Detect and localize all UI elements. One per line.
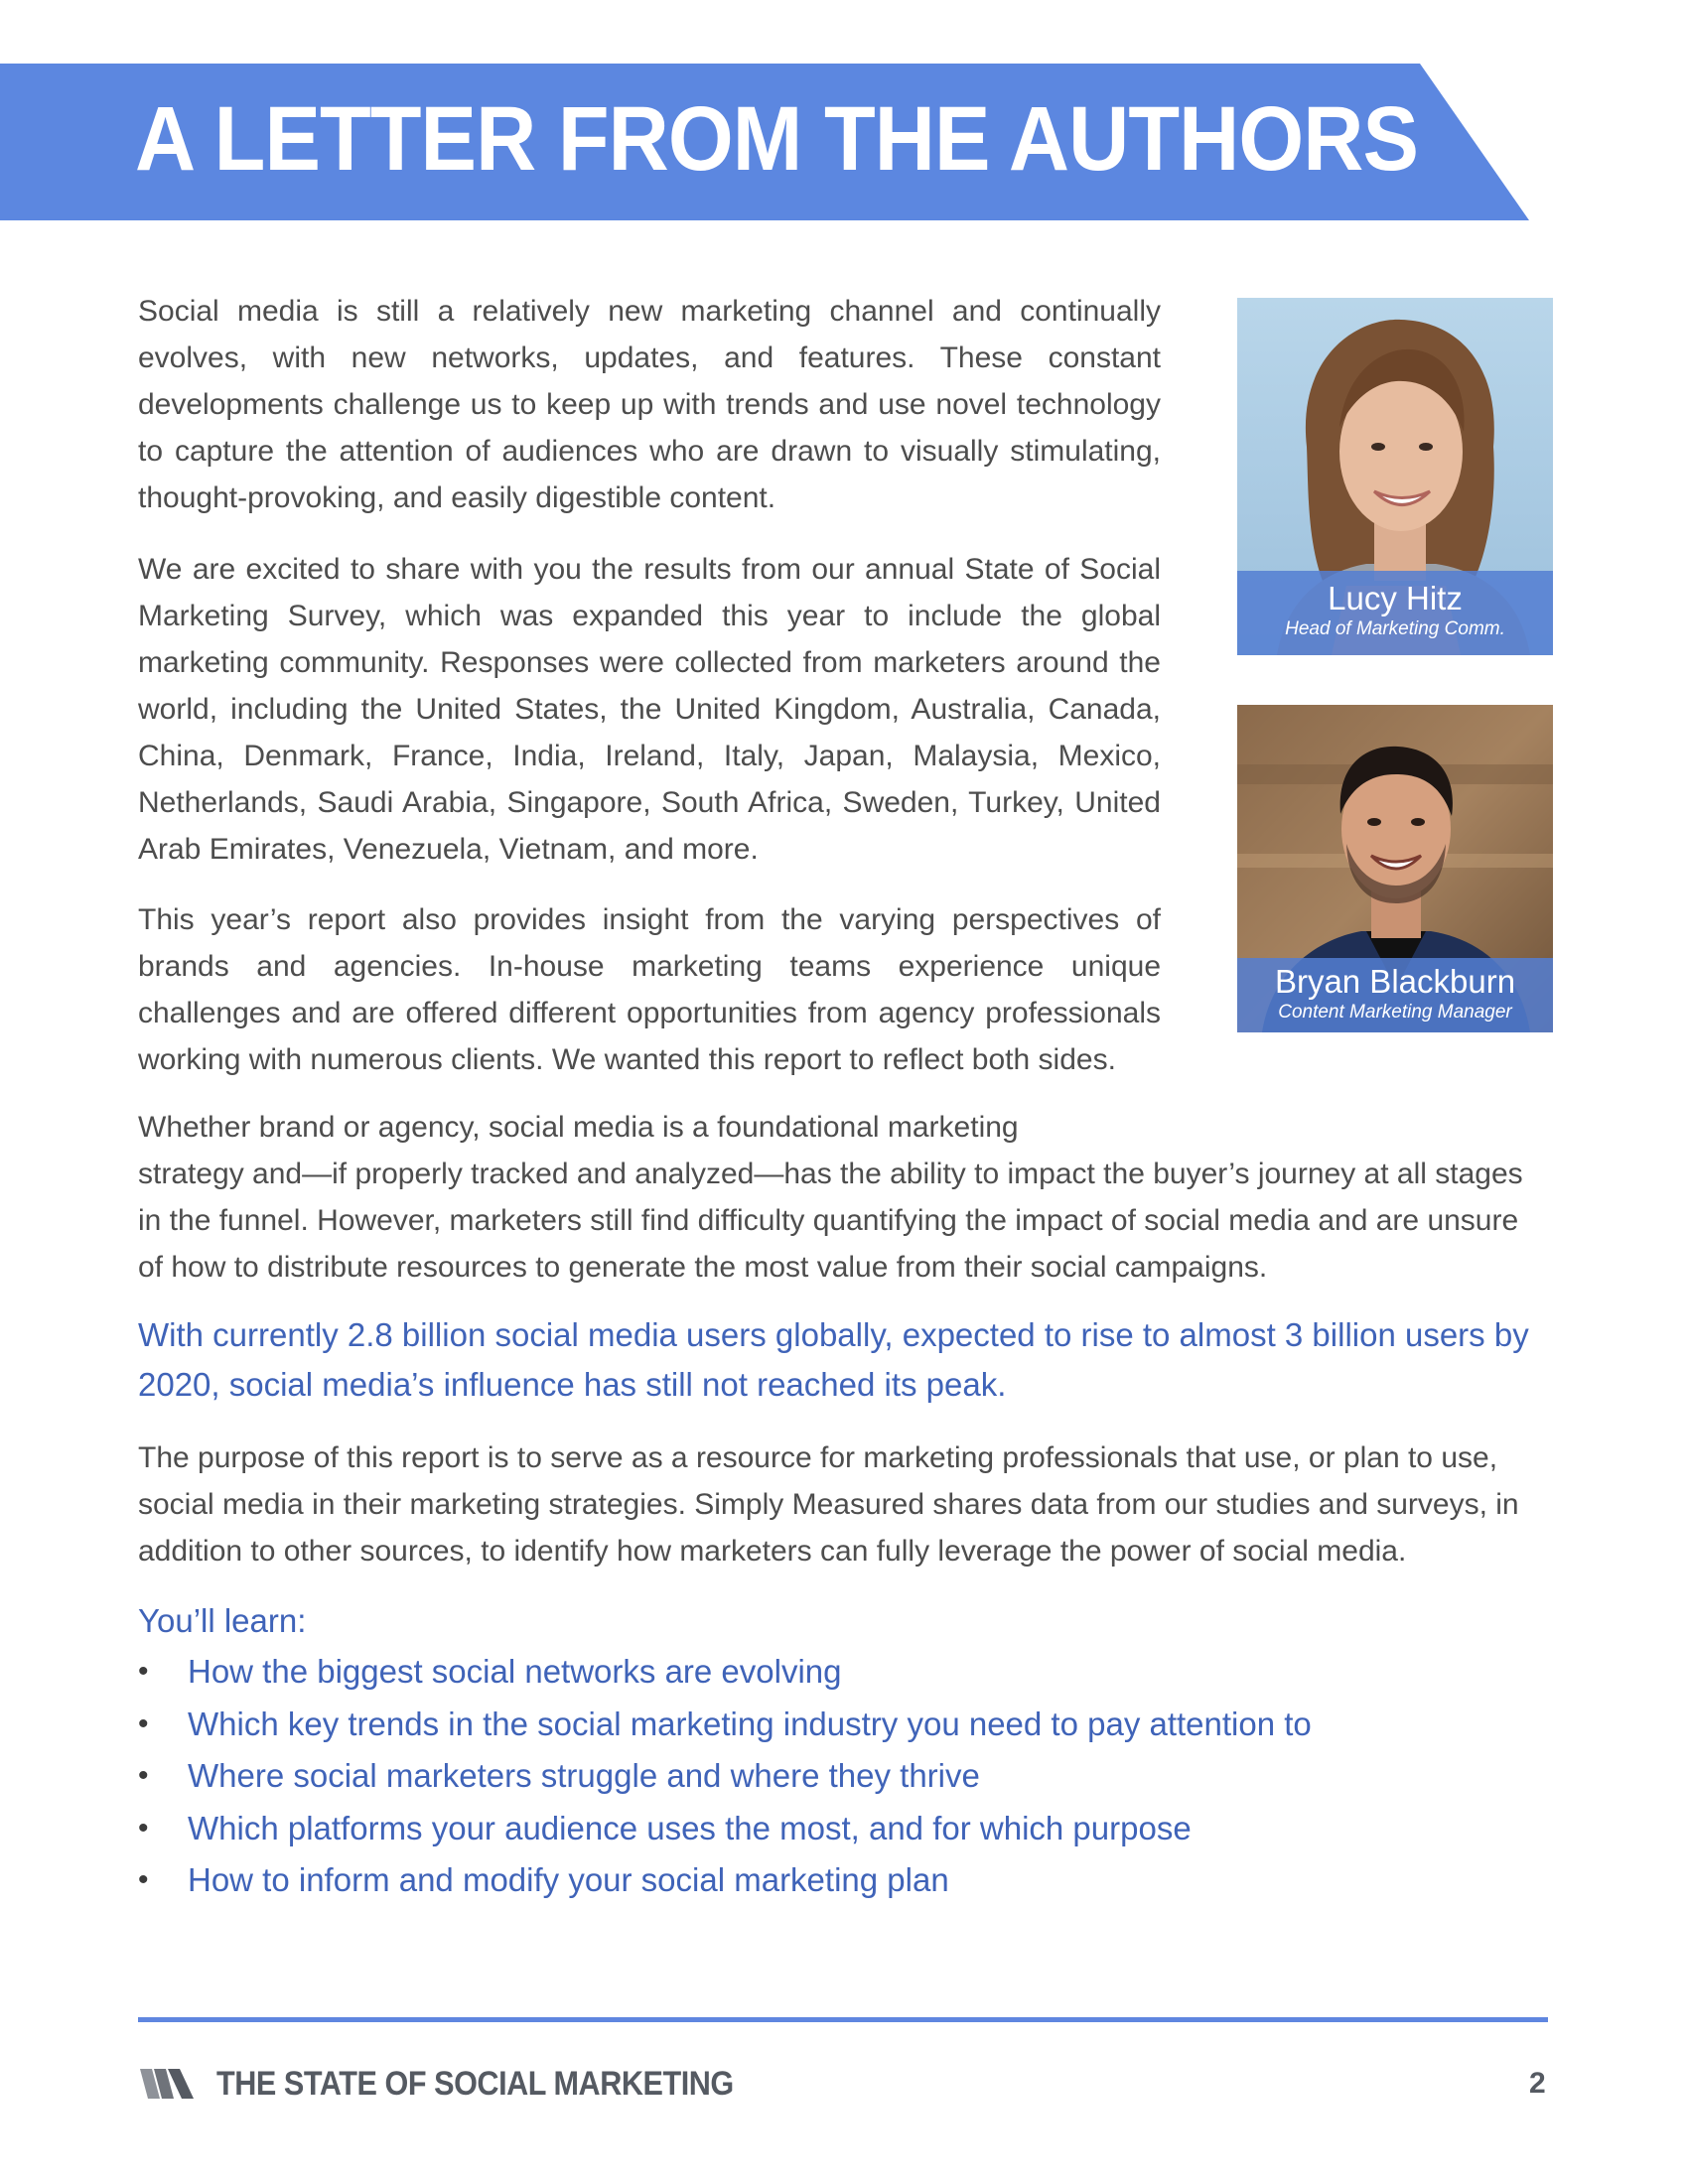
highlight-statement: With currently 2.8 billion social media users globally, expected to rise to almost 3 billion users by 2020, social media’s influence has still not reached its peak. [138,1316,1529,1403]
list-item [138,1646,1312,1699]
author-photo-lucy [1237,298,1553,655]
author-photo-bryan [1237,705,1553,1032]
list-item-text: How to inform and modify your social marketing plan [188,1861,949,1898]
paragraph-strategy-line1: Whether brand or agency, social media is a foundational marketing [138,1111,1019,1144]
page-number: 2 [1529,2067,1546,2100]
paragraph-survey: We are excited to share with you the results from our annual State of Social Marketing Survey, which was expanded this year to include the global marketing community. Responses were collected from marketers around the world, including the United States, the United Kingdom, Australia, Canada, China, Denmark, France, India, Ireland, Italy, Japan, Malaysia, Mexico, Netherlands, Saudi Arabia, Singapore, South Africa, Sweden, Turkey, United Arab Emirates, Venezuela, Vietnam, and more. [138,553,1161,866]
list-item-text: Where social marketers struggle and where they thrive [188,1757,980,1794]
author-role: Content Marketing Manager [1278,1002,1512,1023]
simply-measured-logo-icon [140,2067,194,2101]
author-caption [1237,958,1553,1032]
list-item [138,1803,1312,1855]
page-title: A LETTER FROM THE AUTHORS [135,88,1418,190]
bullet: • [138,1811,149,1844]
footer-report-title: THE STATE OF SOCIAL MARKETING [216,2065,734,2103]
footer-divider [138,2017,1548,2022]
author-name: Bryan Blackburn [1274,963,1516,1000]
paragraph-intro: Social media is still a relatively new marketing channel and continually evolves, with new networks, updates, and features. These constant developments challenge us to keep up with trends and use novel technology to capture the attention of audiences who are drawn to visually stimulating, thought-provoking, and easily digestible content. [138,295,1161,514]
author-role: Head of Marketing Comm. [1285,618,1505,639]
paragraph-purpose: The purpose of this report is to serve as a resource for marketing professionals that use, or plan to use, social media in their marketing strategies. Simply Measured shares data from our studies and surveys, in addition to other sources, to identify how marketers can fully leverage the power of social media. [138,1441,1519,1568]
bullet: • [138,1655,149,1688]
list-item-text: How the biggest social networks are evolving [188,1653,842,1690]
list-item [138,1750,1312,1803]
list-item-text: Which key trends in the social marketing industry you need to pay attention to [188,1705,1312,1742]
bullet: • [138,1706,149,1740]
list-item-text: Which platforms your audience uses the most, and for which purpose [188,1809,1192,1846]
bullet: • [138,1759,149,1792]
paragraph-perspectives: This year’s report also provides insight from the varying perspectives of brands and agencies. In-house marketing teams experience unique challenges and are offered different opportunities from agency professionals working with numerous clients. We wanted this report to reflect both sides. [138,903,1161,1076]
learn-heading: You’ll learn: [138,1602,307,1639]
list-item [138,1699,1312,1751]
bullet: • [138,1863,149,1896]
author-caption [1237,571,1553,655]
author-name: Lucy Hitz [1328,580,1463,616]
paragraph-strategy: strategy and—if properly tracked and analyzed—has the ability to impact the buyer’s journey at all stages in the funnel. However, marketers still find difficulty quantifying the impact of social media and are unsure of how to distribute resources to generate the most value from their social campaigns. [138,1158,1523,1284]
learn-list [138,1646,1312,1907]
header-banner [0,64,1529,220]
list-item [138,1854,1312,1907]
